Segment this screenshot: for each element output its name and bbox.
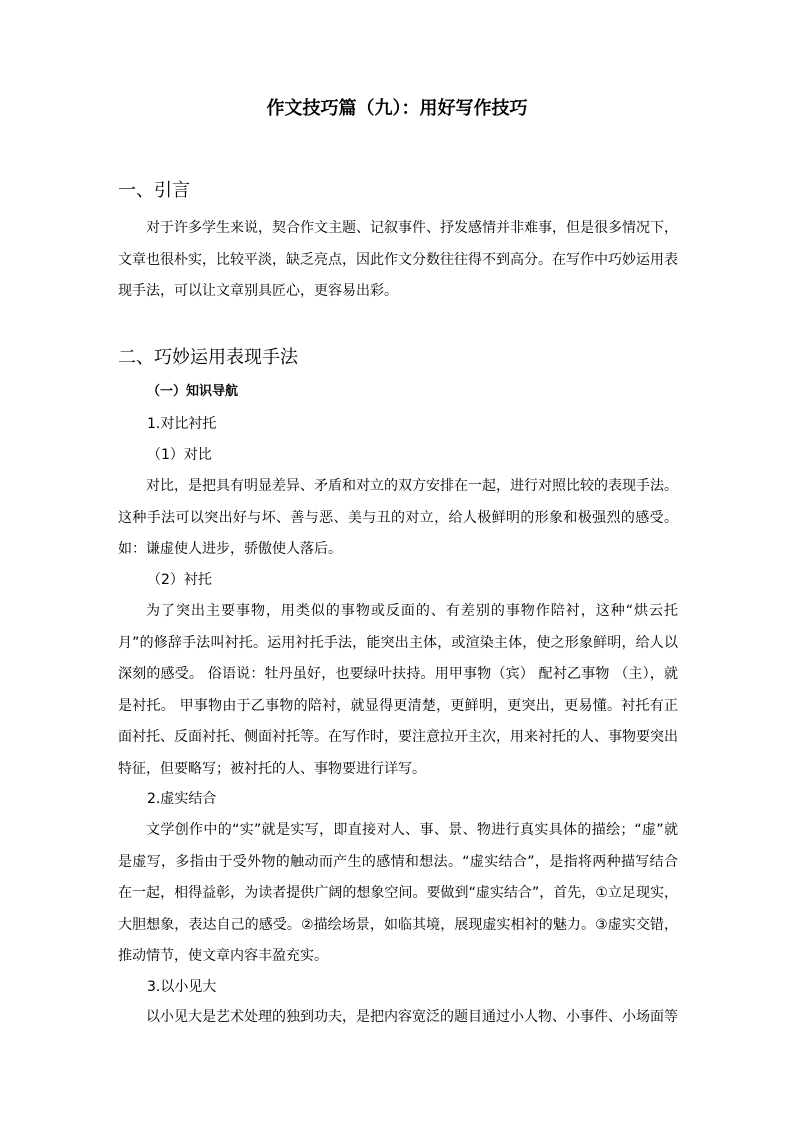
sub-heading-foil: （2）衬托	[147, 572, 212, 588]
document-title: 作文技巧篇（九）：用好写作技巧	[266, 98, 528, 119]
item-heading-contrast-foil: 1.对比衬托	[147, 416, 217, 432]
item-heading-virtual-real: 2.虚实结合	[147, 791, 217, 807]
sub-heading-contrast: （1）对比	[147, 447, 212, 463]
section-heading-techniques: 二、巧妙运用表现手法	[118, 347, 298, 368]
section-heading-introduction: 一、引言	[118, 180, 190, 201]
small-to-big-paragraph: 以小见大是艺术处理的独到功夫，是把内容宽泛的题目通过小人物、小事件、小场面等	[146, 1009, 678, 1025]
virtual-real-paragraph: 文学创作中的“实”就是实写，即直接对人、事、景、物进行真实具体的描绘；“虚”就是虚写，多指由于受外物的触动而产生的感情和想法。“虚实结合”，是指将两种描写结合在一起，相得益彰，为读者提供广阔的想象空间。要做到“虚实结合”，首先，①立足现实，大胆想象，表达自己的感受。②描绘场景，如临其境，展现虚实相衬的魅力。③虚实交错，推动情节，使文章内容丰盈充实。	[118, 822, 678, 964]
contrast-paragraph: 对比，是把具有明显差异、矛盾和对立的双方安排在一起，进行对照比较的表现手法。这种手法可以突出好与坏、善与恶、美与丑的对立，给人极鲜明的形象和极强烈的感受。如：谦虚使人进步，骄傲使人落后。	[118, 478, 678, 557]
subsection-heading-knowledge: （一）知识导航	[147, 384, 239, 399]
item-heading-small-to-big: 3.以小见大	[147, 979, 217, 995]
intro-paragraph: 对于许多学生来说，契合作文主题、记叙事件、抒发感情并非难事，但是很多情况下，文章也很朴实，比较平淡，缺乏亮点，因此作文分数往往得不到高分。在写作中巧妙运用表现手法，可以让文章别具匠心，更容易出彩。	[118, 220, 678, 299]
foil-paragraph: 为了突出主要事物，用类似的事物或反面的、有差别的事物作陪衬，这种“烘云托月”的修辞手法叫衬托。运用衬托手法，能突出主体，或渲染主体，使之形象鲜明，给人以深刻的感受。 俗语说：牡丹虽好，也要绿叶扶持。用甲事物（宾） 配衬乙事物 （主），就是衬托。 甲事物由于乙事物的陪衬，就显得更清楚，更鲜明，更突出，更易懂。衬托有正面衬托、反面衬托、侧面衬托等。在写作时，要注意拉开主次，用来衬托的人、事物要突出特征，但要略写；被衬托的人、事物要进行详写。	[118, 603, 678, 777]
